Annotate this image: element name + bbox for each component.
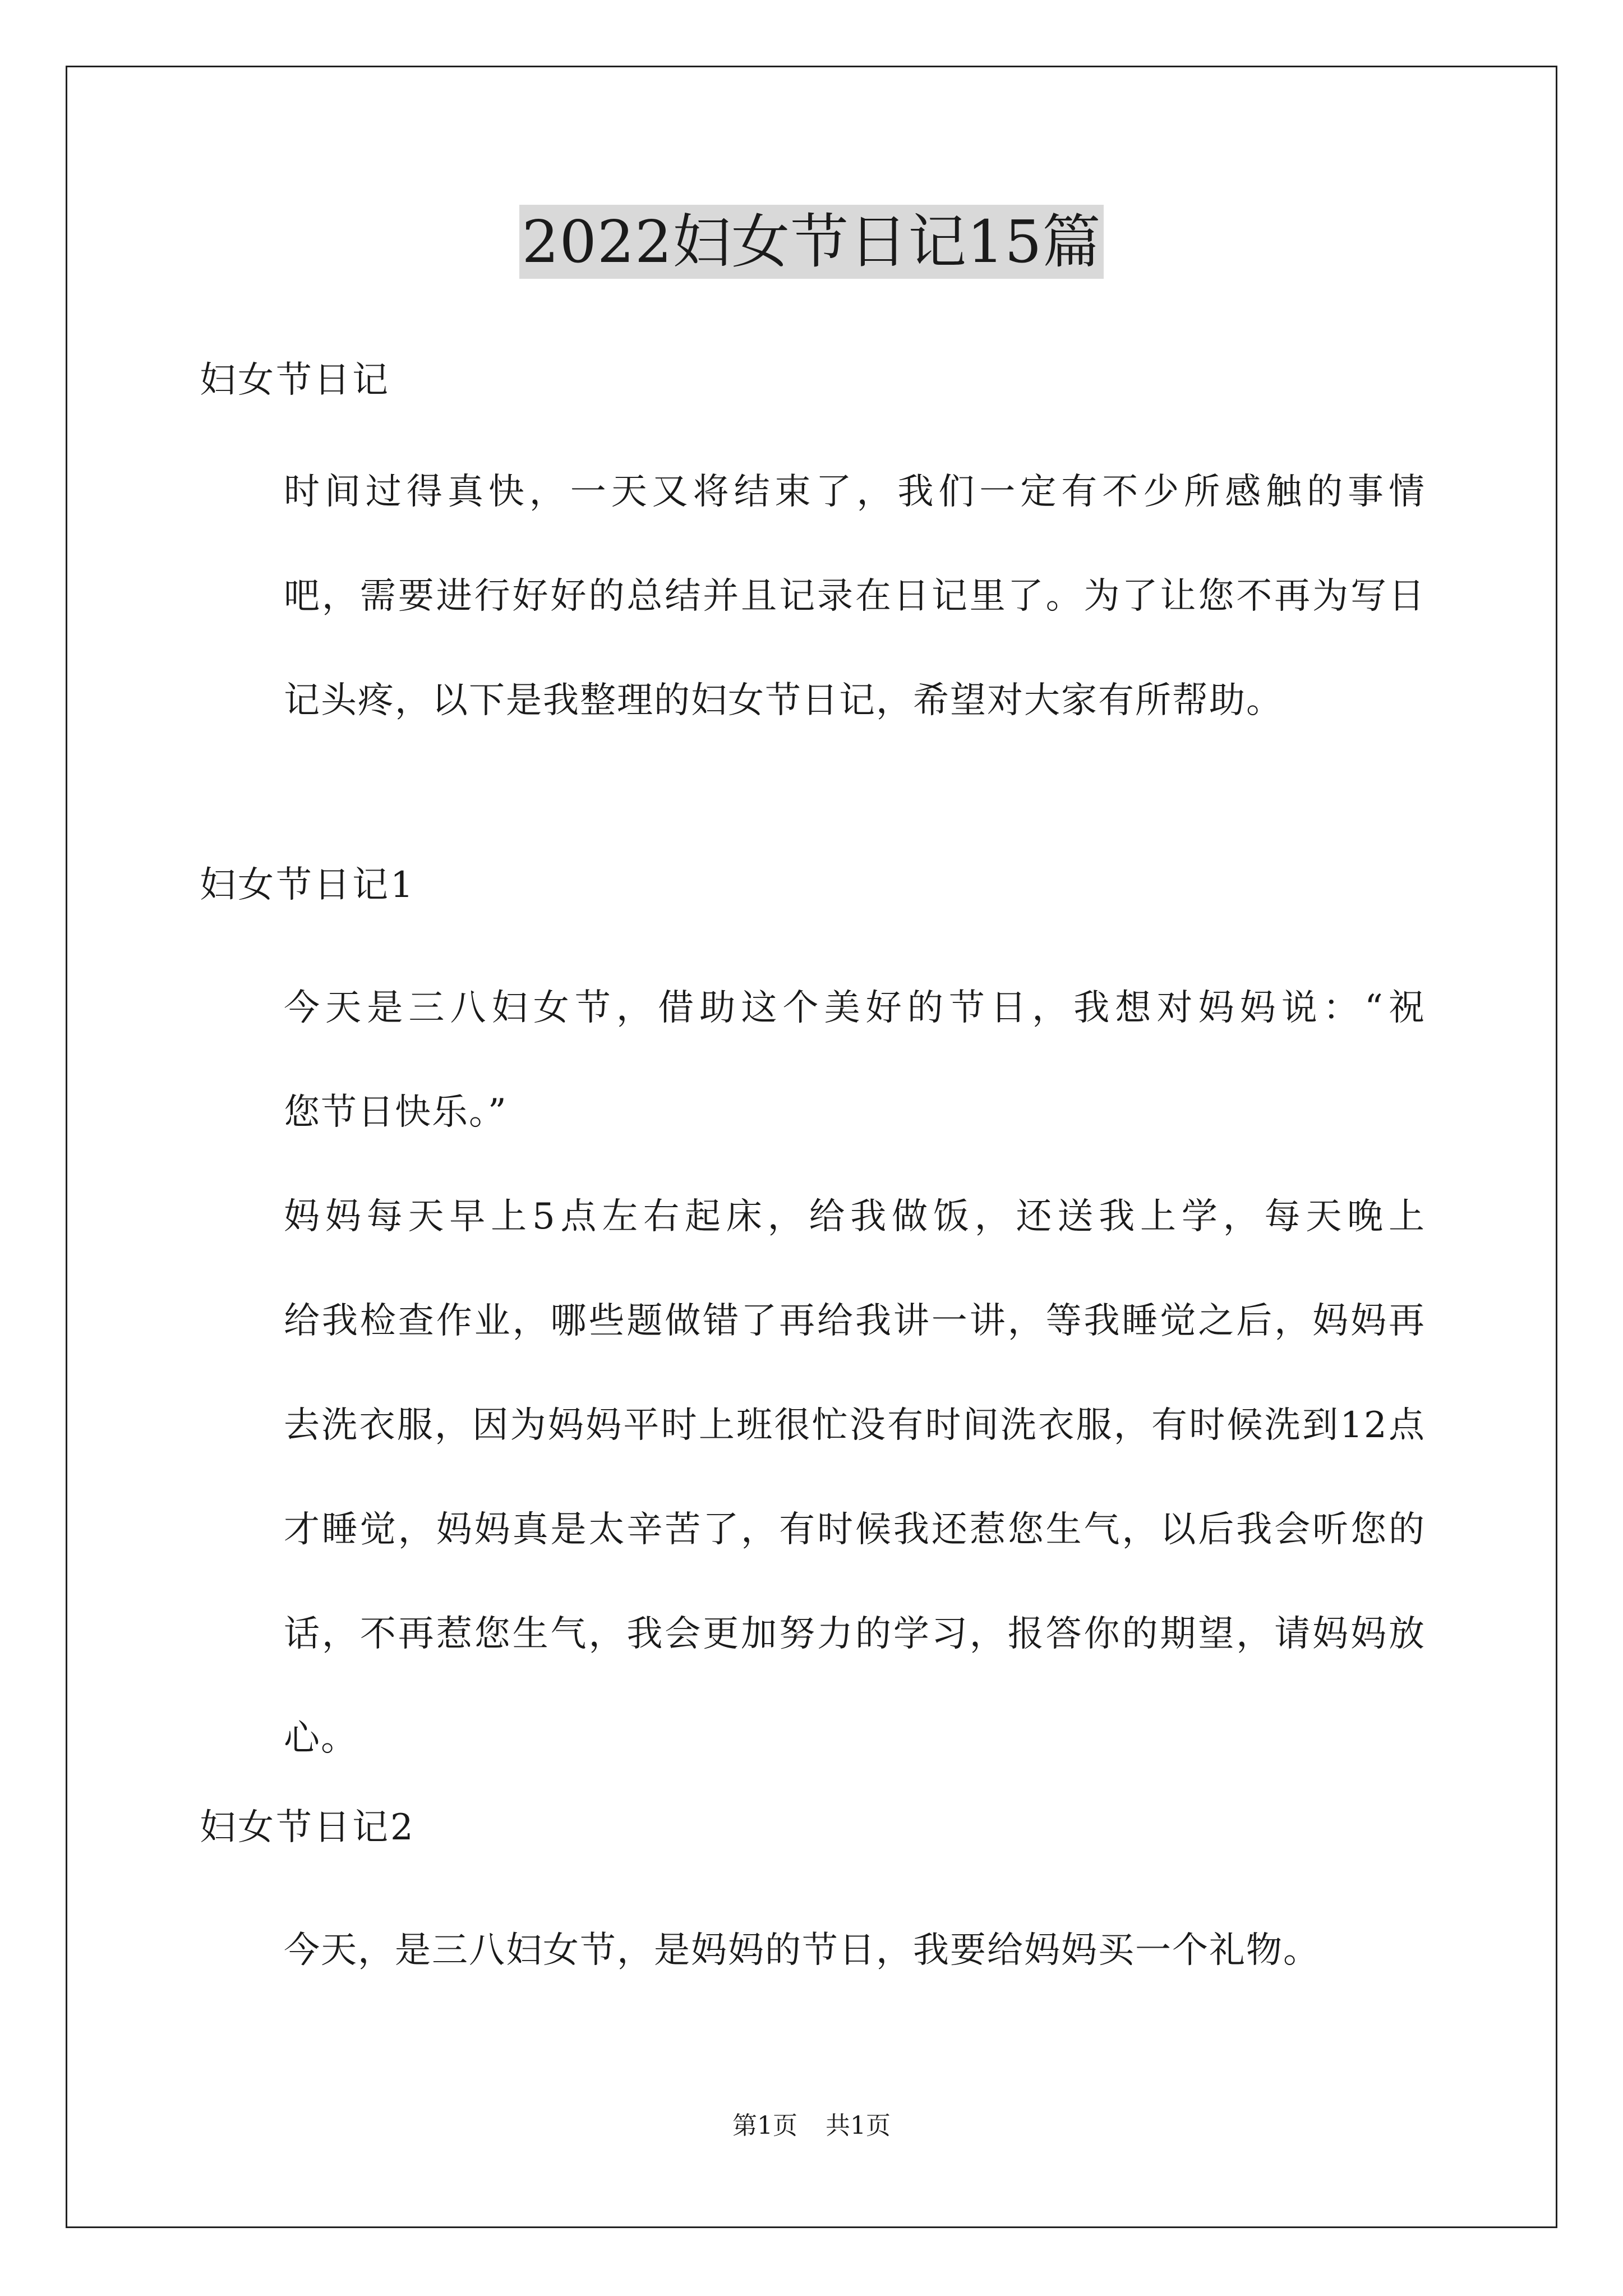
- page-total: 共1页: [826, 2111, 891, 2140]
- entry1-p2-line: 给我检查作业，哪些题做错了再给我讲一讲，等我睡觉之后，妈妈再: [284, 1300, 1426, 1342]
- title-area: [0, 205, 1623, 279]
- entry1-heading: 妇女节日记1: [200, 864, 416, 906]
- entry1-p2-line: 心。: [284, 1718, 358, 1759]
- entry2-paragraph-1: [200, 1898, 1426, 2003]
- intro-paragraph: [200, 440, 1426, 753]
- document-body: [200, 343, 1426, 2003]
- entry1-p1-line: 今天是三八妇女节，借助这个美好的节日，我想对妈妈说：“祝: [284, 987, 1426, 1029]
- entry1-p2-line: 才睡觉，妈妈真是太辛苦了，有时候我还惹您生气，以后我会听您的: [284, 1509, 1426, 1550]
- intro-line: 吧，需要进行好好的总结并且记录在日记里了。为了让您不再为写日: [284, 576, 1426, 617]
- entry1-p2-line: 妈妈每天早上5点左右起床，给我做饭，还送我上学，每天晚上: [284, 1196, 1426, 1237]
- document-title: 2022妇女节日记15篇: [519, 205, 1103, 279]
- entry1-paragraph-2: [200, 1165, 1426, 1791]
- intro-line: 时间过得真快，一天又将结束了，我们一定有不少所感触的事情: [284, 471, 1426, 513]
- entry1-paragraph-1: [200, 956, 1426, 1165]
- entry1-p2-line: 话，不再惹您生气，我会更加努力的学习，报答你的期望，请妈妈放: [284, 1613, 1426, 1655]
- page-footer: [0, 2109, 1623, 2143]
- intro-heading: 妇女节日记: [200, 360, 390, 401]
- entry2-heading: 妇女节日记2: [200, 1807, 416, 1848]
- intro-line: 记头疼，以下是我整理的妇女节日记，希望对大家有所帮助。: [284, 680, 1283, 721]
- entry1-p1-line: 您节日快乐。”: [284, 1092, 508, 1133]
- entry1-p2-line: 去洗衣服，因为妈妈平时上班很忙没有时间洗衣服，有时候洗到12点: [284, 1405, 1426, 1446]
- entry2-p1-line: 今天，是三八妇女节，是妈妈的节日，我要给妈妈买一个礼物。: [284, 1930, 1320, 1971]
- page-number: 第1页: [732, 2111, 797, 2140]
